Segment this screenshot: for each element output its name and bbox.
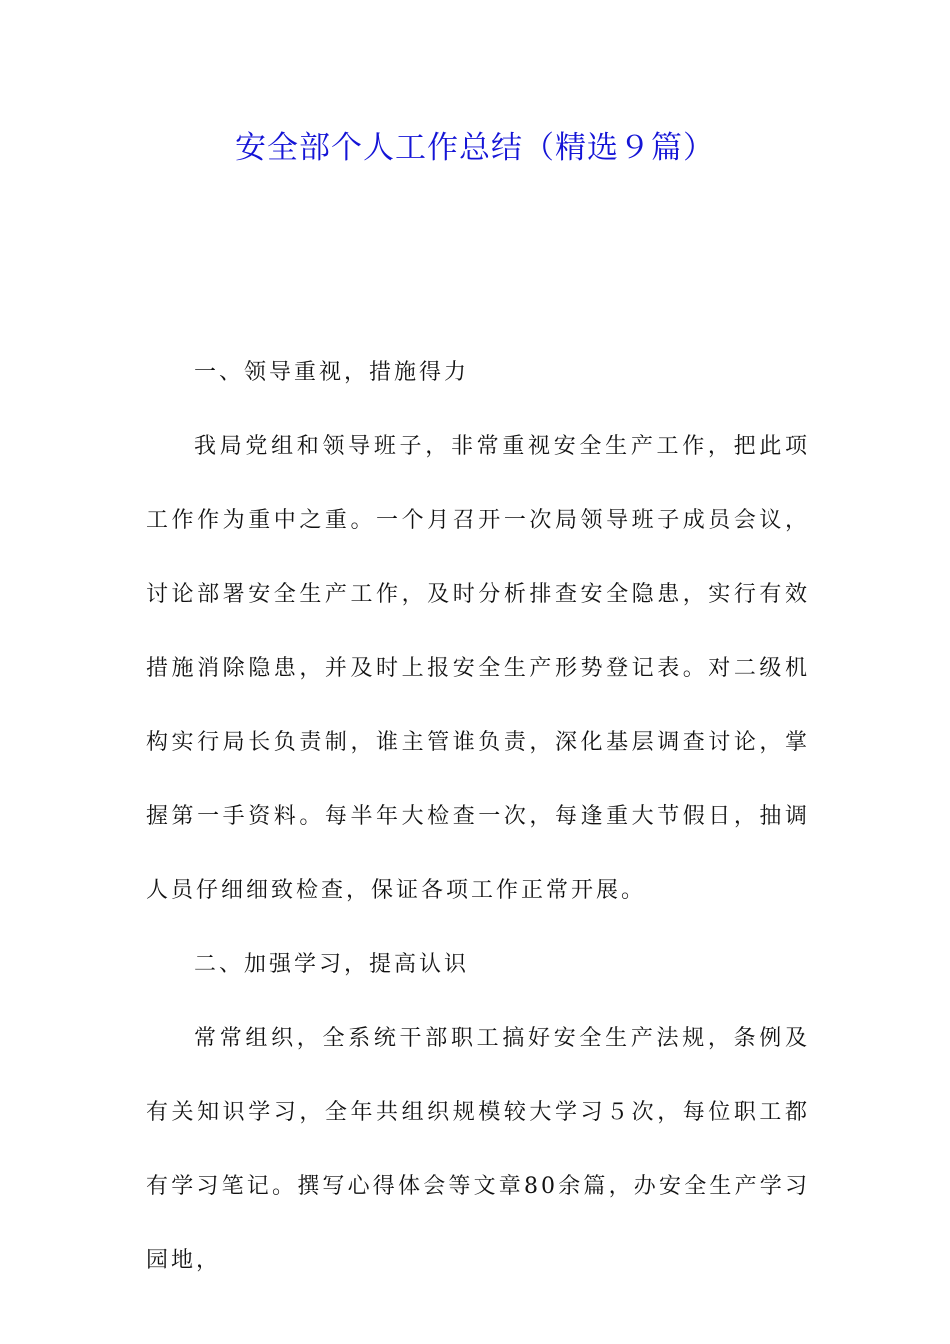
section-paragraph-1: 我局党组和领导班子，非常重视安全生产工作，把此项工作作为重中之重。一个月召开一次局领导班子成员会议，讨论部署安全生产工作，及时分析排查安全隐患，实行有效措施消除隐患，并及时上报安全生产形势登记表。对二级机构实行局长负责制，谁主管谁负责，深化基层调查讨论，掌握第一手资料。每半年大检查一次，每逢重大节假日，抽调人员仔细细致检查，保证各项工作正常开展。 (146, 434, 810, 903)
document-title: 安全部个人工作总结（精选９篇） (235, 130, 715, 166)
section-heading-1: 一、领导重视，措施得力 (194, 360, 470, 385)
document-body (146, 336, 810, 1298)
section-paragraph-2: 常常组织，全系统干部职工搞好安全生产法规，条例及有关知识学习，全年共组织规模较大学习５次，每位职工都有学习笔记。撰写心得体会等文章80余篇，办安全生产学习园地， (146, 1026, 810, 1273)
section-heading-2: 二、加强学习，提高认识 (194, 952, 470, 977)
